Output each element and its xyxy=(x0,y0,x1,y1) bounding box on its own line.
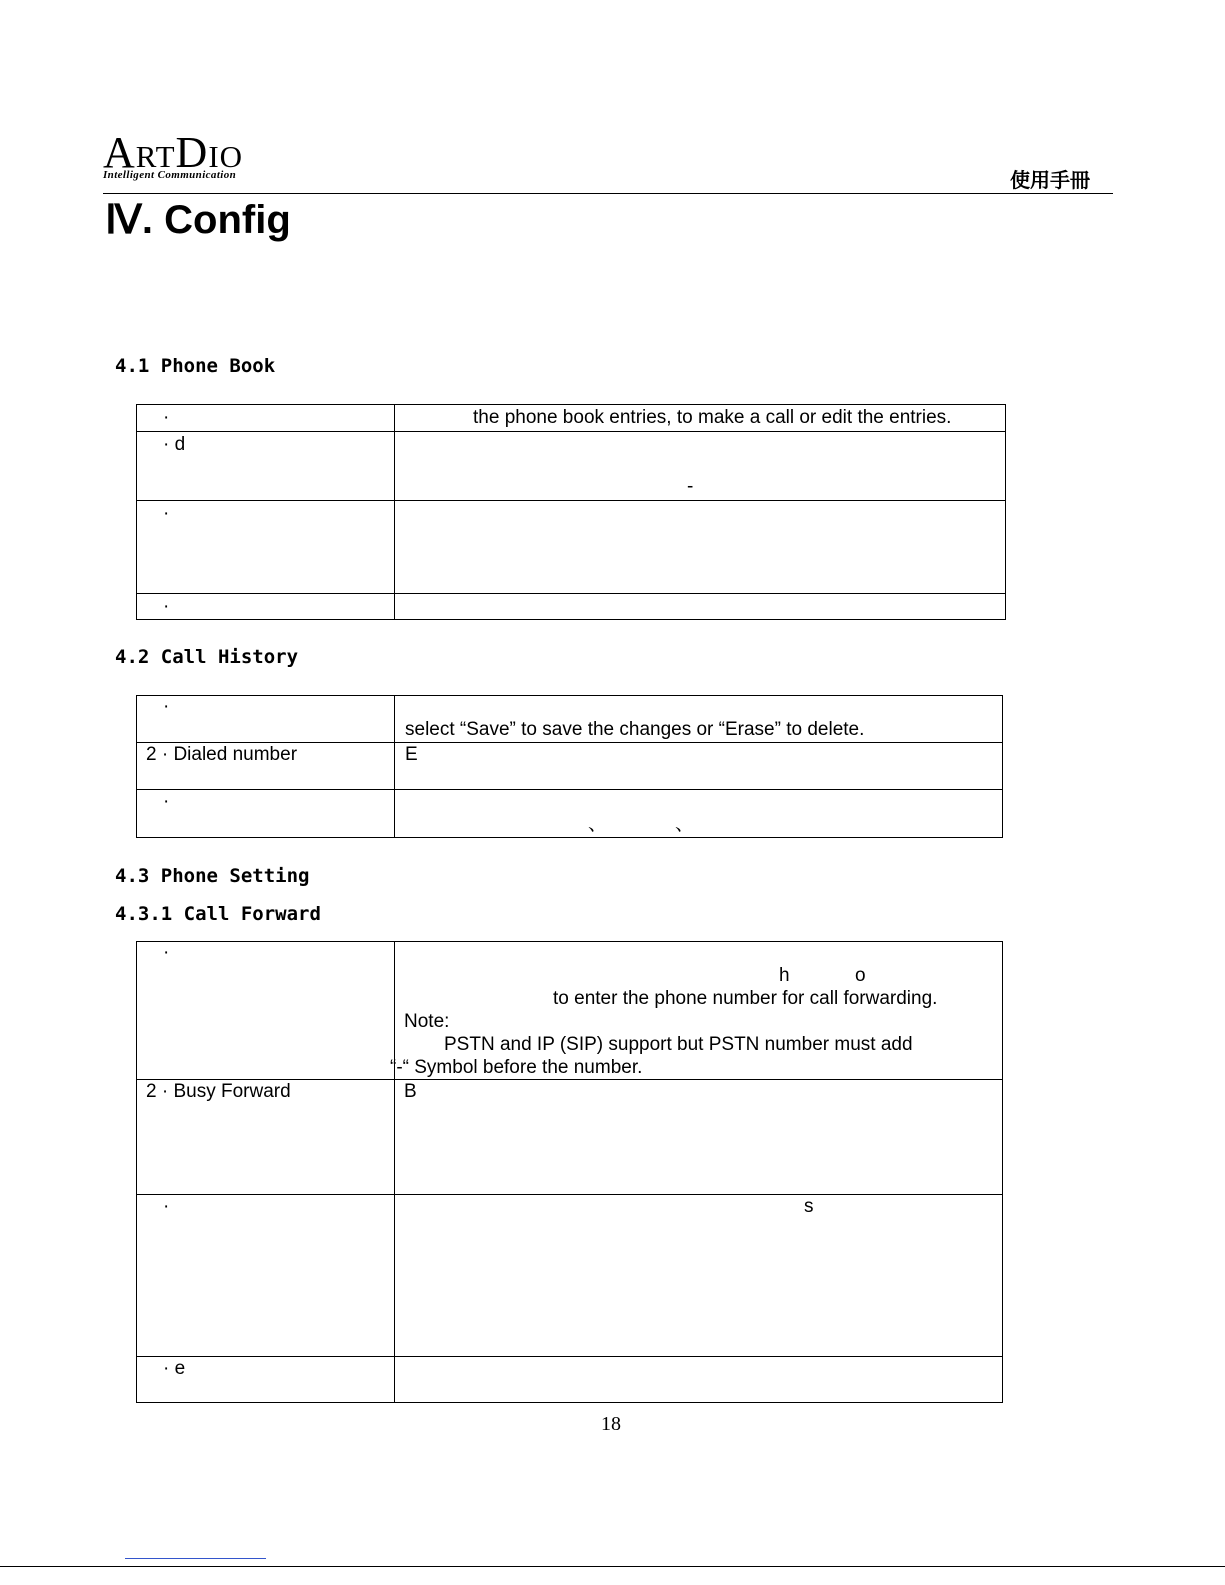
call-history-table xyxy=(136,695,1003,838)
row-description: s xyxy=(804,1196,814,1217)
table-row xyxy=(137,1357,1003,1403)
row-description: E xyxy=(405,744,418,765)
artdio-logo: ARTDIO xyxy=(103,128,244,177)
page-number: 18 xyxy=(601,1413,621,1435)
table-row xyxy=(137,1080,1003,1195)
chapter-title: Ⅳ. Config xyxy=(105,198,291,242)
row-label: · d xyxy=(163,434,186,455)
row-label: · xyxy=(163,791,170,812)
note-text: PSTN and IP (SIP) support but PSTN number must add xyxy=(444,1034,913,1055)
section-heading-call-forward: 4.3.1 Call Forward xyxy=(115,903,321,925)
table-row xyxy=(137,790,1003,838)
row-label: · xyxy=(163,696,170,717)
row-label: · xyxy=(163,1196,170,1217)
row-description: B xyxy=(404,1081,417,1102)
logo-tagline: Intelligent Communication xyxy=(103,169,237,181)
table-row xyxy=(137,743,1003,790)
row-label: · xyxy=(163,596,170,617)
row-label: 2 · Dialed number xyxy=(146,744,298,765)
table-row xyxy=(137,1195,1003,1357)
note-text: “-“ Symbol before the number. xyxy=(390,1057,643,1078)
manual-label: 使用手冊 xyxy=(1010,170,1090,192)
row-description: h xyxy=(779,965,790,986)
section-heading-phone-setting: 4.3 Phone Setting xyxy=(115,865,310,887)
row-description: 、 xyxy=(675,814,695,835)
row-label: · xyxy=(163,942,170,963)
footer-link-underline xyxy=(125,1558,266,1559)
row-label: · xyxy=(163,503,170,524)
row-description: the phone book entries, to make a call or edit the entries. xyxy=(473,407,952,428)
table-row xyxy=(137,594,1006,620)
table-row xyxy=(137,696,1003,743)
note-label: Note: xyxy=(404,1011,450,1032)
row-description: to enter the phone number for call forwarding. xyxy=(553,988,938,1009)
phone-book-table xyxy=(136,404,1006,620)
section-heading-phone-book: 4.1 Phone Book xyxy=(115,355,276,377)
table-row xyxy=(137,405,1006,432)
row-label: 2 · Busy Forward xyxy=(146,1081,291,1102)
footer-divider xyxy=(0,1566,1225,1567)
table-row xyxy=(137,432,1006,501)
row-description: 、 xyxy=(588,814,608,835)
row-description: o xyxy=(855,965,866,986)
row-label: · xyxy=(163,407,170,428)
call-forward-table xyxy=(136,941,1003,1403)
row-label: · e xyxy=(163,1358,186,1379)
row-description: select “Save” to save the changes or “Erase” to delete. xyxy=(405,719,865,740)
table-row xyxy=(137,501,1006,594)
row-description: - xyxy=(687,476,694,497)
section-heading-call-history: 4.2 Call History xyxy=(115,646,299,668)
table-row xyxy=(137,942,1003,1080)
header-divider xyxy=(103,193,1113,194)
